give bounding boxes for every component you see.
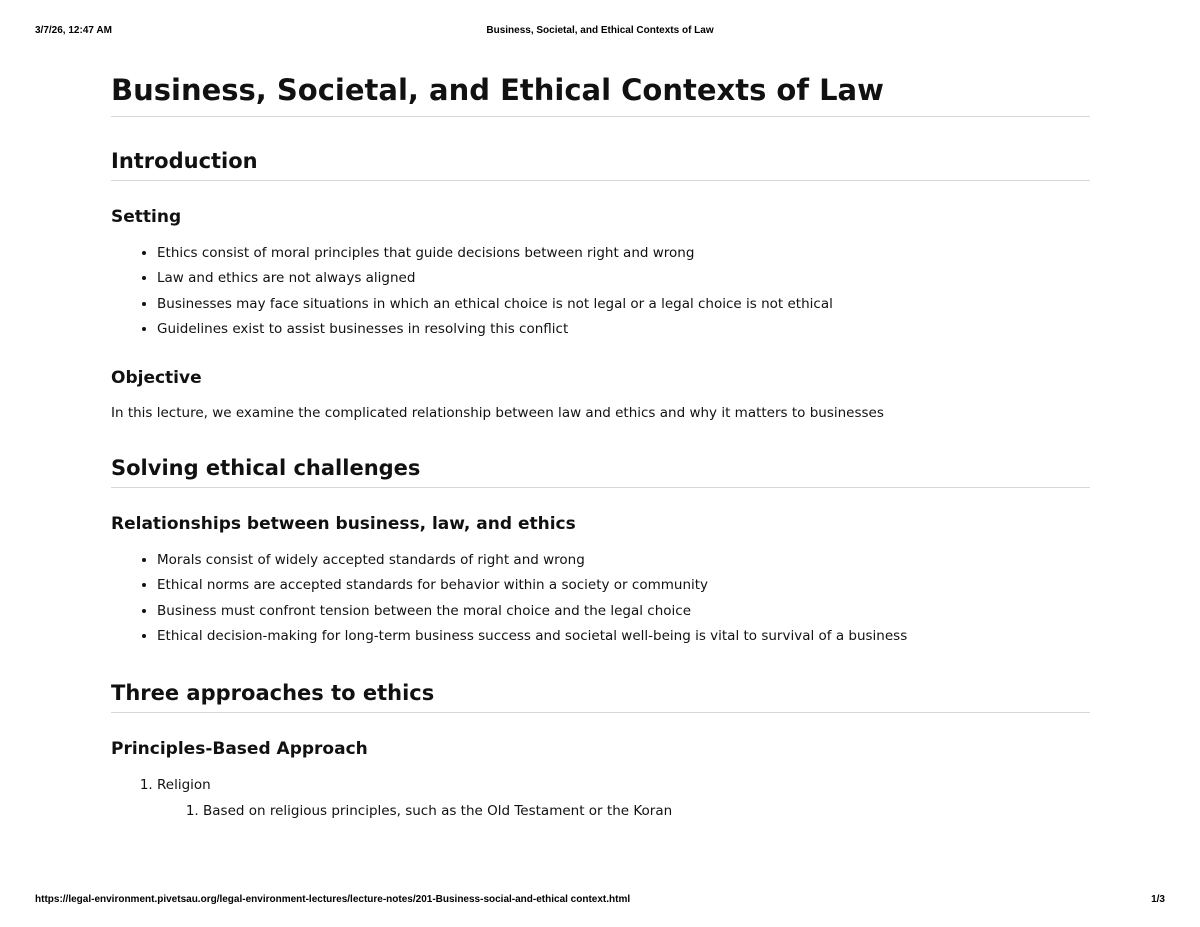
subsection-heading-objective: Objective (111, 368, 202, 389)
list-item (157, 773, 1090, 824)
setting-list (111, 241, 1090, 342)
principles-list (111, 773, 1090, 824)
list-item: • Guidelines exist to assist businesses in resolving this conflict (157, 317, 1090, 342)
print-header (0, 25, 1200, 39)
section-heading-three-approaches: Three approaches to ethics (111, 678, 1090, 713)
list-item: • Businesses may face situations in which an ethical choice is not legal or a legal choice is not ethical (157, 292, 1090, 317)
list-item: • Law and ethics are not always aligned (157, 266, 1090, 291)
list-item: • Ethics consist of moral principles that guide decisions between right and wrong (157, 241, 1090, 266)
subsection-heading-setting: Setting (111, 207, 182, 227)
subsection-heading-relationships: Relationships between business, law, and ethics (111, 514, 576, 535)
objective-text: In this lecture, we examine the complicated relationship between law and ethics and why it matters to businesses (111, 405, 884, 422)
list-item-label: Religion (157, 777, 211, 794)
section-heading-solving-ethical-challenges: Solving ethical challenges (111, 453, 1090, 488)
list-item: • Morals consist of widely accepted standards of right and wrong (157, 548, 1090, 573)
document-body (111, 70, 1090, 824)
list-item: • Ethical norms are accepted standards for behavior within a society or community (157, 573, 1090, 598)
print-footer (0, 894, 1200, 908)
list-item: 1. Based on religious principles, such as the Old Testament or the Koran (203, 799, 1090, 824)
print-title: Business, Societal, and Ethical Contexts of Law (486, 25, 714, 36)
list-item: • Ethical decision-making for long-term business success and societal well-being is vital to survival of a business (157, 624, 1090, 649)
page-title: Business, Societal, and Ethical Contexts of Law (111, 70, 1090, 117)
print-datetime: 3/7/26, 12:47 AM (35, 25, 112, 36)
subsection-heading-principles-based: Principles-Based Approach (111, 739, 368, 760)
list-item: • Business must confront tension between the moral choice and the legal choice (157, 599, 1090, 624)
print-url: https://legal-environment.pivetsau.org/legal-environment-lectures/lecture-notes/201-Business-social-and-ethical context.html (35, 894, 631, 905)
relationships-list (111, 548, 1090, 649)
nested-list (157, 799, 1090, 824)
print-page-number: 1/3 (1151, 894, 1165, 905)
section-heading-introduction: Introduction (111, 146, 1090, 181)
